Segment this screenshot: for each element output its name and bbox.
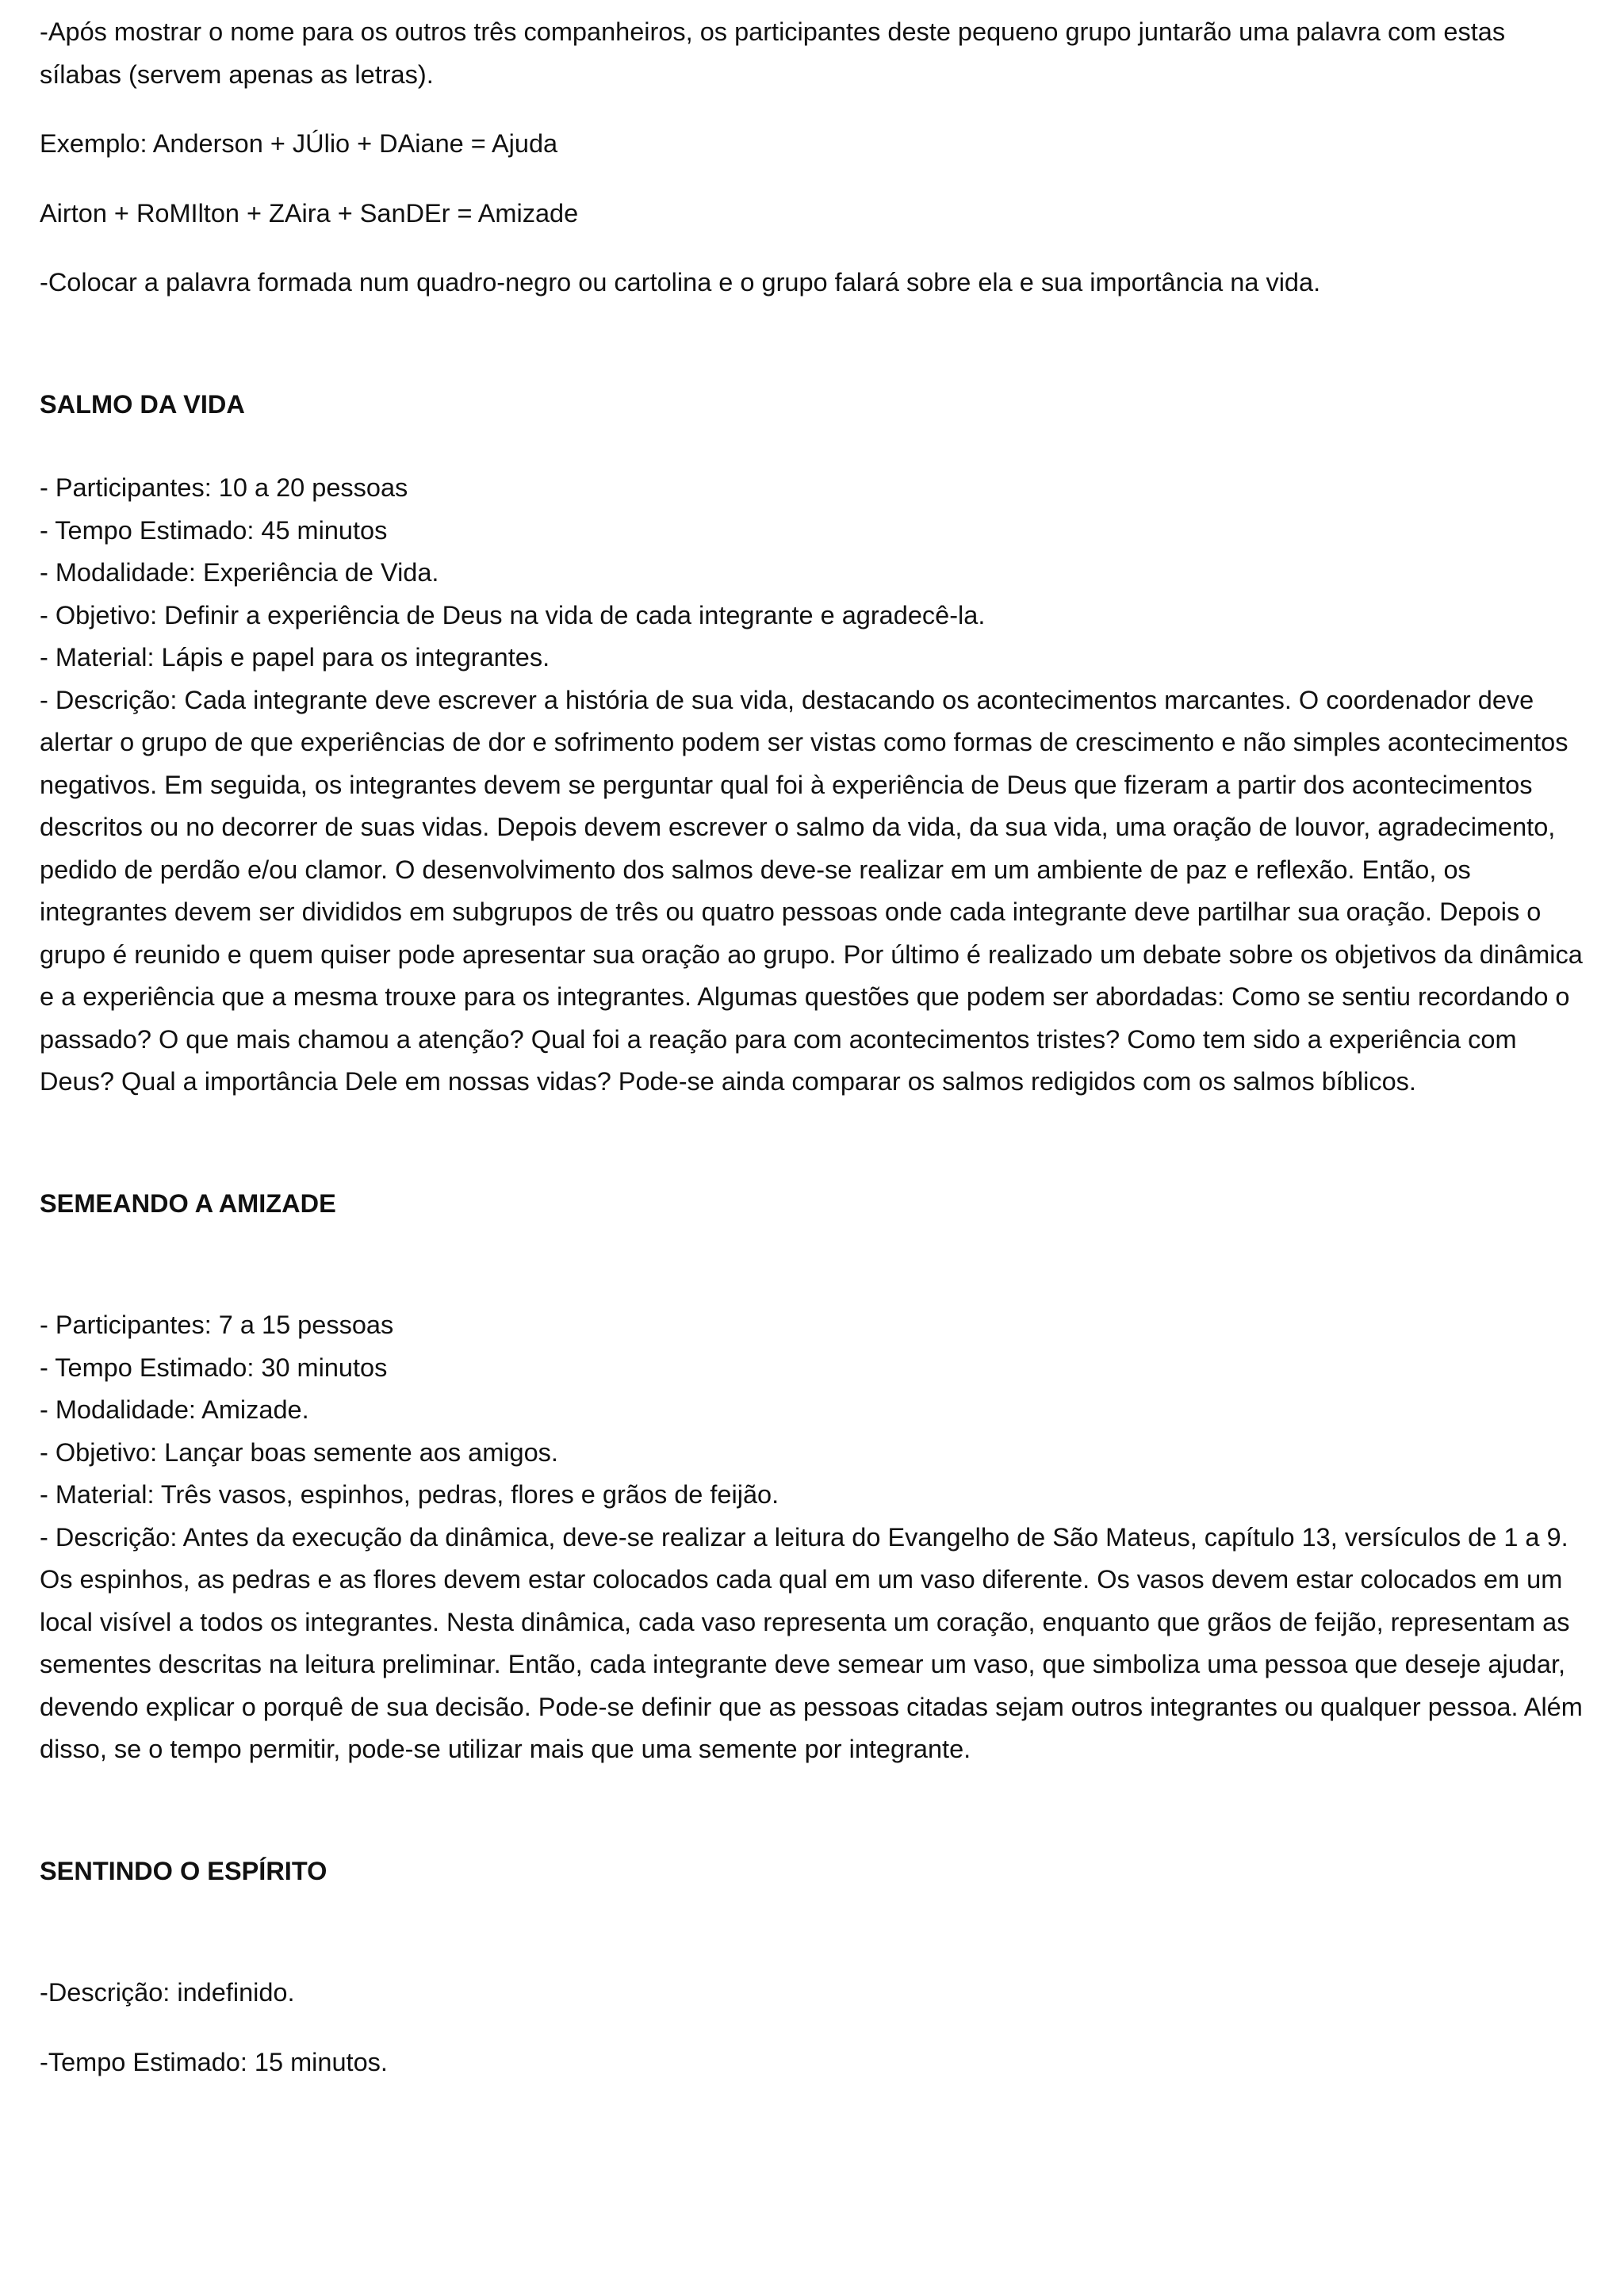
semeando-material: - Material: Três vasos, espinhos, pedras, flores e grãos de feijão. — [40, 1480, 779, 1509]
semeando-objective: - Objetivo: Lançar boas semente aos amigos. — [40, 1437, 558, 1467]
salmo-description: - Descrição: Cada integrante deve escrever a história de sua vida, destacando os acontecimentos marcantes. O coordenador deve alertar o grupo de que experiências de dor e sofrimento podem ser vistas como formas de crescimento e não simples acontecimentos negativos. Em seguida, os integrantes devem se perguntar qual foi à experiência de Deus que fizeram a partir dos acontecimentos descritos ou no decorrer de suas vidas. Depois devem escrever o salmo da vida, da sua vida, uma oração de louvor, agradecimento, pedido de perdão e/ou clamor. O desenvolvimento dos salmos deve-se realizar em um ambiente de paz e reflexão. Então, os integrantes devem ser divididos em subgrupos de três ou quatro pessoas onde cada integrante deve partilhar sua oração. Depois o grupo é reunido e quem quiser pode apresentar sua oração ao grupo. Por último é realizado um debate sobre os objetivos da dinâmica e a experiência que a mesma trouxe para os integrantes. Algumas questões que podem ser abordadas: Como se sentiu recordando o passado? O que mais chamou a atenção? Qual foi a reação para com acontecimentos tristes? Como tem sido a experiência com Deus? Qual a importância Dele em nossas vidas? Pode-se ainda comparar os salmos redigidos com os salmos bíblicos. — [40, 685, 1583, 1096]
intro-paragraph: -Após mostrar o nome para os outros três companheiros, os participantes deste pequeno grupo juntarão uma palavra com estas sílabas (servem apenas as letras). — [40, 17, 1506, 89]
document-page — [40, 11, 1594, 2084]
section-title-semeando-a-amizade: SEMEANDO A AMIZADE — [40, 1188, 336, 1218]
section-title-salmo-da-vida: SALMO DA VIDA — [40, 389, 245, 419]
instruction-paragraph: -Colocar a palavra formada num quadro-negro ou cartolina e o grupo falará sobre ela e sua importância na vida. — [40, 268, 1321, 297]
example-amizade: Airton + RoMIlton + ZAira + SanDEr = Amizade — [40, 198, 579, 228]
semeando-time: - Tempo Estimado: 30 minutos — [40, 1353, 388, 1382]
salmo-mode: - Modalidade: Experiência de Vida. — [40, 558, 439, 587]
example-ajuda: Exemplo: Anderson + JÚlio + DAiane = Ajuda — [40, 129, 558, 158]
sentindo-description: -Descrição: indefinido. — [40, 1978, 295, 2007]
salmo-details — [40, 467, 1594, 1104]
semeando-participants: - Participantes: 7 a 15 pessoas — [40, 1311, 394, 1339]
semeando-description: - Descrição: Antes da execução da dinâmica, deve-se realizar a leitura do Evangelho de São Mateus, capítulo 13, versículos de 1 a 9. Os espinhos, as pedras e as flores devem estar colocados cada qual em um vaso diferente. Os vasos devem estar colocados em um local visível a todos os integrantes. Nesta dinâmica, cada vaso representa um coração, enquanto que grãos de feijão, representam as sementes descritas na leitura preliminar. Então, cada integrante deve semear um vaso, que simboliza uma pessoa que deseje ajudar, devendo explicar o porquê de sua decisão. Pode-se definir que as pessoas citadas sejam outros integrantes ou qualquer pessoa. Além disso, se o tempo permitir, pode-se utilizar mais que uma semente por integrante. — [40, 1522, 1583, 1763]
semeando-details — [40, 1304, 1594, 1771]
salmo-objective: - Objetivo: Definir a experiência de Deus na vida de cada integrante e agradecê-la. — [40, 600, 986, 629]
sentindo-time: -Tempo Estimado: 15 minutos. — [40, 2047, 388, 2076]
semeando-mode: - Modalidade: Amizade. — [40, 1395, 309, 1424]
salmo-participants: - Participantes: 10 a 20 pessoas — [40, 473, 408, 502]
salmo-material: - Material: Lápis e papel para os integrantes. — [40, 643, 550, 672]
salmo-time: - Tempo Estimado: 45 minutos — [40, 515, 388, 545]
section-title-sentindo-o-espirito: SENTINDO O ESPÍRITO — [40, 1856, 327, 1885]
